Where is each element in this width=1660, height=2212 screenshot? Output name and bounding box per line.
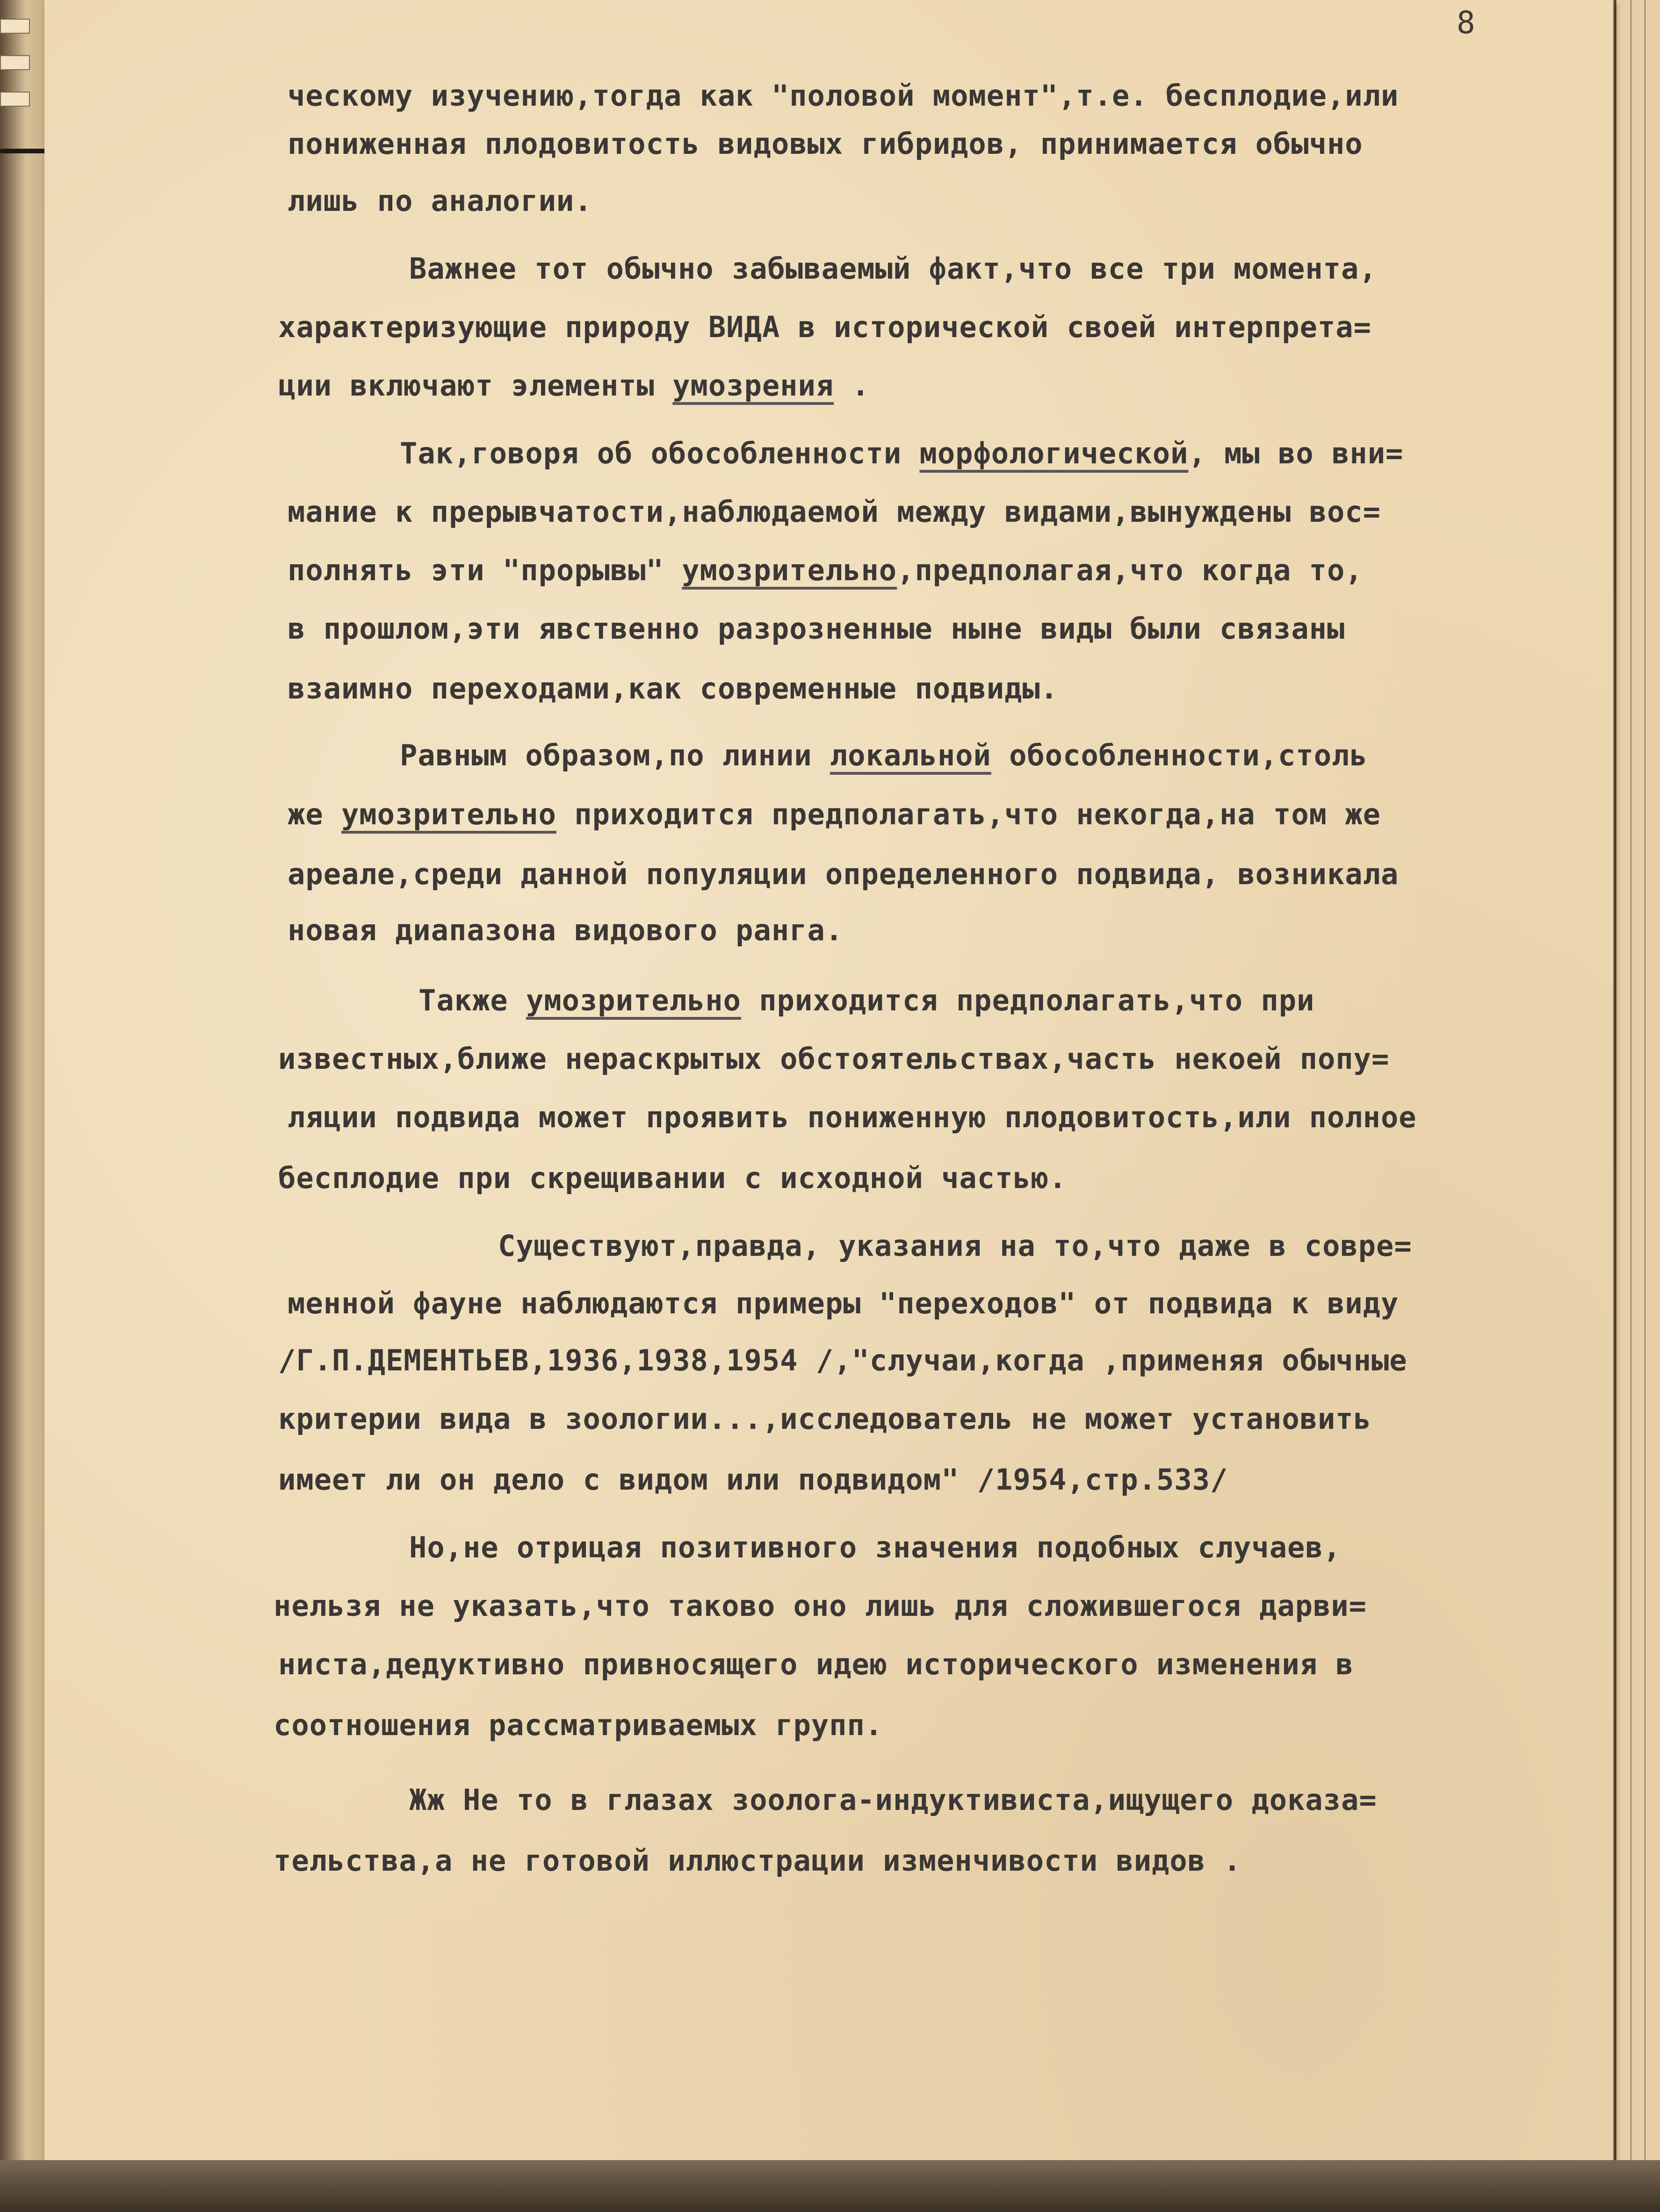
underlined-word: умозрения xyxy=(672,368,834,403)
text-line xyxy=(409,1777,1377,1823)
text-span: лишь по аналогии. xyxy=(288,184,592,218)
text-span: критерии вида в зоологии...,исследователь не может установить xyxy=(278,1402,1371,1436)
text-line xyxy=(278,362,870,409)
text-line xyxy=(409,1524,1341,1571)
text-span: приходится предполагать,что при xyxy=(741,983,1315,1017)
text-line xyxy=(288,851,1399,898)
text-line xyxy=(288,605,1345,652)
text-line xyxy=(278,1155,1067,1202)
text-span: соотношения рассматриваемых групп. xyxy=(274,1708,883,1742)
text-span: характеризующие природу ВИДА в исторической своей интерпрета= xyxy=(278,310,1371,344)
text-line xyxy=(278,1456,1228,1503)
text-line xyxy=(288,665,1058,712)
page-edge-fold xyxy=(0,55,30,70)
page-edge xyxy=(1616,0,1631,2212)
text-span: бесплодие при скрещивании с исходной частью. xyxy=(278,1161,1067,1195)
underlined-word: умозрительно xyxy=(526,983,741,1017)
text-span: Так,говоря об обособленности xyxy=(400,436,920,470)
text-line xyxy=(288,1280,1399,1327)
text-line xyxy=(288,791,1381,838)
text-span: Жж Не то в глазах зоолога-индуктивиста,ищущего доказа= xyxy=(409,1783,1377,1817)
text-line xyxy=(278,1036,1389,1082)
text-line xyxy=(278,1337,1407,1384)
text-span: обособленности,столь xyxy=(991,738,1368,772)
text-span: ,предполагая,что когда то, xyxy=(897,553,1363,587)
text-span: Также xyxy=(419,983,526,1017)
text-span: ляции подвида может проявить пониженную плодовитость,или полное xyxy=(288,1100,1417,1134)
text-line xyxy=(274,1702,883,1749)
text-span: ареале,среди данной популяции определенного подвида, возникала xyxy=(288,857,1399,891)
text-span: . xyxy=(834,368,870,403)
text-span: взаимно переходами,как современные подвиды. xyxy=(288,671,1059,706)
text-span: новая диапазона видового ранга. xyxy=(288,913,844,947)
text-span: в прошлом,эти явственно разрозненные ныне виды были связаны xyxy=(288,612,1345,646)
page-edge xyxy=(1645,0,1660,2212)
text-span: же xyxy=(288,797,341,831)
text-span: Существуют,правда, указания на то,что даже в совре= xyxy=(498,1229,1412,1263)
page-number: 8 xyxy=(1457,5,1475,41)
text-line xyxy=(288,907,843,954)
text-line xyxy=(278,1641,1354,1688)
underlined-word: локальной xyxy=(830,738,991,772)
typed-page xyxy=(44,0,1615,2162)
text-span: ческому изучению,тогда как "половой момент",т.е. бесплодие,или xyxy=(288,79,1399,113)
underlined-word: умозрительно xyxy=(682,553,897,587)
underlined-word: морфологической xyxy=(919,436,1189,470)
text-line xyxy=(274,1837,1241,1884)
text-line xyxy=(288,1094,1417,1141)
text-line xyxy=(278,1396,1371,1442)
underlined-word: умозрительно xyxy=(341,797,556,831)
text-span: Но,не отрицая позитивного значения подобных случаев, xyxy=(409,1530,1342,1564)
text-line xyxy=(274,1583,1367,1629)
text-line xyxy=(288,178,592,224)
text-span: Равным образом,по линии xyxy=(400,738,830,772)
text-line xyxy=(400,430,1403,477)
text-span: ции включают элементы xyxy=(278,368,673,403)
text-span: мание к прерывчатости,наблюдаемой между видами,вынуждены вос= xyxy=(288,495,1381,529)
text-line xyxy=(278,304,1371,351)
text-line xyxy=(498,1223,1412,1269)
scan-bottom-edge xyxy=(0,2160,1660,2212)
text-span: нельзя не указать,что таково оно лишь для сложившегося дарви= xyxy=(274,1589,1367,1623)
text-line xyxy=(288,489,1381,535)
page-edge xyxy=(1631,0,1645,2212)
text-span: пониженная плодовитость видовых гибридов, принимается обычно xyxy=(288,127,1363,161)
text-line xyxy=(400,732,1368,779)
text-span: тельства,а не готовой иллюстрации изменчивости видов . xyxy=(274,1844,1241,1878)
text-line xyxy=(288,547,1363,594)
text-span: известных,ближе нераскрытых обстоятельствах,часть некоей попу= xyxy=(278,1042,1390,1076)
text-span: /Г.П.ДЕМЕНТЬЕВ,1936,1938,1954 /,"случаи,когда ,применяя обычные xyxy=(278,1343,1407,1377)
text-span: приходится предполагать,что некогда,на том же xyxy=(556,797,1381,831)
text-line xyxy=(288,72,1399,119)
text-span: ниста,дедуктивно привносящего идею исторического изменения в xyxy=(278,1647,1354,1681)
text-span: менной фауне наблюдаются примеры "переходов" от подвида к виду xyxy=(288,1286,1399,1320)
text-line xyxy=(409,245,1377,292)
text-span: полнять эти "прорывы" xyxy=(288,553,682,587)
text-span: имеет ли он дело с видом или подвидом" /1954,стр.533/ xyxy=(278,1463,1228,1497)
text-span: Важнее тот обычно забываемый факт,что все три момента, xyxy=(409,252,1377,286)
page-edge-fold xyxy=(0,92,30,107)
text-line xyxy=(288,121,1363,167)
text-line xyxy=(419,977,1314,1024)
page-edge-fold xyxy=(0,19,30,34)
text-span: , мы во вни= xyxy=(1188,436,1404,470)
